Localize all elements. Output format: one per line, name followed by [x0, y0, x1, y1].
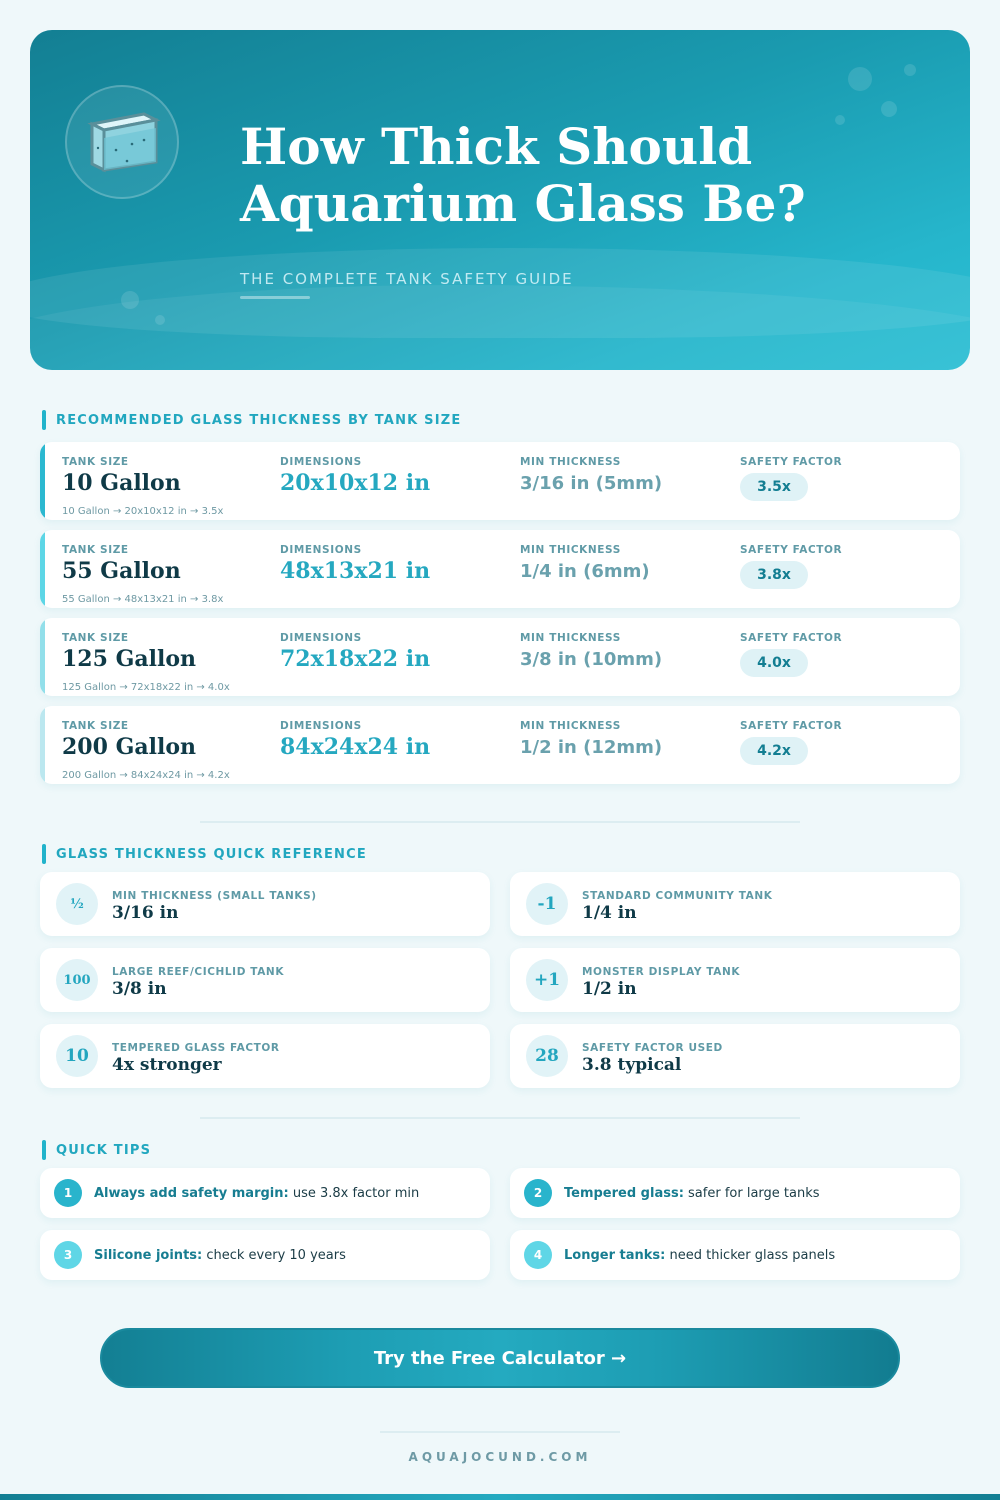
min-thickness-value: 1/4 in (6mm)	[520, 561, 650, 582]
reference-value: 3/8 in	[112, 979, 167, 999]
reference-card	[510, 948, 960, 1012]
row-summary-caption: 10 Gallon → 20x10x12 in → 3.5x	[62, 506, 224, 517]
section-heading-tank-size	[42, 410, 461, 430]
row-summary-caption: 125 Gallon → 72x18x22 in → 4.0x	[62, 682, 230, 693]
title-line-1: How Thick Should	[240, 117, 753, 176]
tip-heading: Tempered glass:	[564, 1185, 684, 1201]
bubble-decoration	[881, 101, 897, 117]
dimensions-cell	[280, 632, 430, 672]
heading-accent-bar	[42, 844, 46, 864]
tip-body: use 3.8x factor min	[288, 1185, 420, 1201]
tip-text	[564, 1248, 835, 1263]
tip-text	[564, 1186, 820, 1201]
dimensions-label: DIMENSIONS	[280, 544, 362, 556]
reference-badge-icon: 100	[56, 959, 98, 1001]
hero-banner	[30, 30, 970, 370]
dimensions-label: DIMENSIONS	[280, 632, 362, 644]
safety-factor-cell	[740, 544, 842, 589]
tank-size-label: TANK SIZE	[62, 720, 129, 732]
footer-divider	[380, 1431, 620, 1433]
title-line-2: Aquarium Glass Be?	[240, 174, 806, 233]
bubble-decoration	[155, 315, 165, 325]
reference-label: STANDARD COMMUNITY TANK	[582, 890, 773, 902]
min-thickness-label: MIN THICKNESS	[520, 720, 621, 732]
min-thickness-label: MIN THICKNESS	[520, 632, 621, 644]
reference-value: 3.8 typical	[582, 1055, 682, 1075]
reference-value: 4x stronger	[112, 1055, 222, 1075]
safety-factor-label: SAFETY FACTOR	[740, 632, 843, 644]
min-thickness-value: 3/8 in (10mm)	[520, 649, 663, 670]
section-heading-text: RECOMMENDED GLASS THICKNESS BY TANK SIZE	[56, 412, 462, 428]
tank-size-cell	[62, 456, 181, 496]
row-summary-caption: 200 Gallon → 84x24x24 in → 4.2x	[62, 770, 230, 781]
try-calculator-button[interactable]	[100, 1328, 900, 1388]
tip-heading: Silicone joints:	[94, 1247, 203, 1263]
safety-factor-badge: 4.2x	[740, 737, 808, 765]
tip-card	[510, 1230, 960, 1280]
heading-accent-bar	[42, 1140, 46, 1160]
section-heading-text: QUICK TIPS	[56, 1142, 152, 1158]
tank-size-label: TANK SIZE	[62, 632, 129, 644]
min-thickness-label: MIN THICKNESS	[520, 544, 621, 556]
row-summary-caption: 55 Gallon → 48x13x21 in → 3.8x	[62, 594, 224, 605]
tank-size-cell	[62, 632, 196, 672]
bubble-decoration	[904, 64, 916, 76]
reference-card	[40, 872, 490, 936]
reference-badge-icon: ½	[56, 883, 98, 925]
tip-body: need thicker glass panels	[665, 1247, 836, 1263]
safety-factor-label: SAFETY FACTOR	[740, 544, 843, 556]
section-heading-quick-reference	[42, 844, 367, 864]
tank-size-value: 10 Gallon	[62, 470, 181, 496]
page-subtitle: THE COMPLETE TANK SAFETY GUIDE	[240, 270, 574, 288]
reference-label: MIN THICKNESS (SMALL TANKS)	[112, 890, 317, 902]
row-accent-bar	[40, 442, 45, 520]
reference-badge-icon: +1	[526, 959, 568, 1001]
tip-number-badge: 4	[524, 1241, 552, 1269]
reference-value: 1/4 in	[582, 903, 637, 923]
dimensions-label: DIMENSIONS	[280, 720, 362, 732]
tank-size-label: TANK SIZE	[62, 544, 129, 556]
reference-badge-icon: 28	[526, 1035, 568, 1077]
reference-label: LARGE REEF/CICHLID TANK	[112, 966, 285, 978]
row-accent-bar	[40, 706, 45, 784]
tank-size-label: TANK SIZE	[62, 456, 129, 468]
min-thickness-cell	[520, 720, 662, 758]
reference-card	[40, 1024, 490, 1088]
tip-card	[510, 1168, 960, 1218]
safety-factor-cell	[740, 720, 842, 765]
dimensions-value: 48x13x21 in	[280, 558, 431, 584]
tip-number-badge: 1	[54, 1179, 82, 1207]
tank-size-cell	[62, 720, 196, 760]
reference-label: SAFETY FACTOR USED	[582, 1042, 723, 1054]
tip-body: check every 10 years	[202, 1247, 346, 1263]
section-heading-quick-tips	[42, 1140, 151, 1160]
dimensions-value: 84x24x24 in	[280, 734, 431, 760]
section-heading-text: GLASS THICKNESS QUICK REFERENCE	[56, 846, 367, 862]
safety-factor-cell	[740, 456, 842, 501]
reference-badge-icon: 10	[56, 1035, 98, 1077]
dimensions-value: 72x18x22 in	[280, 646, 431, 672]
reference-value: 1/2 in	[582, 979, 637, 999]
min-thickness-label: MIN THICKNESS	[520, 456, 621, 468]
min-thickness-value: 1/2 in (12mm)	[520, 737, 663, 758]
reference-label: MONSTER DISPLAY TANK	[582, 966, 741, 978]
dimensions-cell	[280, 456, 430, 496]
bottom-accent-bar	[0, 1494, 1000, 1500]
tank-size-value: 125 Gallon	[62, 646, 197, 672]
heading-accent-bar	[42, 410, 46, 430]
min-thickness-cell	[520, 456, 662, 494]
dimensions-cell	[280, 720, 430, 760]
tip-number-badge: 2	[524, 1179, 552, 1207]
tip-body: safer for large tanks	[683, 1185, 820, 1201]
tip-card	[40, 1230, 490, 1280]
reference-badge-icon: -1	[526, 883, 568, 925]
section-divider	[200, 1117, 800, 1119]
dimensions-label: DIMENSIONS	[280, 456, 362, 468]
row-accent-bar	[40, 530, 45, 608]
tank-size-cell	[62, 544, 181, 584]
dimensions-cell	[280, 544, 430, 584]
reference-card	[40, 948, 490, 1012]
footer-site-link[interactable]: AQUAJOCUND.COM	[408, 1450, 592, 1464]
row-accent-bar	[40, 618, 45, 696]
tip-number-badge: 3	[54, 1241, 82, 1269]
page-title	[240, 118, 880, 232]
safety-factor-cell	[740, 632, 842, 677]
tip-text	[94, 1248, 346, 1263]
safety-factor-badge: 3.8x	[740, 561, 808, 589]
safety-factor-label: SAFETY FACTOR	[740, 456, 843, 468]
tank-size-value: 200 Gallon	[62, 734, 197, 760]
section-divider	[200, 821, 800, 823]
tip-text	[94, 1186, 419, 1201]
tank-size-value: 55 Gallon	[62, 558, 181, 584]
tank-row	[40, 618, 960, 696]
reference-card	[510, 1024, 960, 1088]
safety-factor-badge: 3.5x	[740, 473, 808, 501]
bubble-decoration	[121, 291, 139, 309]
min-thickness-cell	[520, 544, 650, 582]
subtitle-underline	[240, 296, 310, 299]
tip-heading: Longer tanks:	[564, 1247, 666, 1263]
reference-card	[510, 872, 960, 936]
tank-row	[40, 530, 960, 608]
min-thickness-cell	[520, 632, 662, 670]
tip-heading: Always add safety margin:	[94, 1185, 289, 1201]
tank-row	[40, 442, 960, 520]
reference-label: TEMPERED GLASS FACTOR	[112, 1042, 280, 1054]
dimensions-value: 20x10x12 in	[280, 470, 431, 496]
min-thickness-value: 3/16 in (5mm)	[520, 473, 663, 494]
reference-value: 3/16 in	[112, 903, 179, 923]
tip-card	[40, 1168, 490, 1218]
aquarium-tank-icon	[65, 85, 179, 199]
safety-factor-badge: 4.0x	[740, 649, 808, 677]
tank-row	[40, 706, 960, 784]
cta-label: Try the Free Calculator →	[373, 1347, 627, 1369]
bubble-decoration	[848, 67, 872, 91]
safety-factor-label: SAFETY FACTOR	[740, 720, 843, 732]
